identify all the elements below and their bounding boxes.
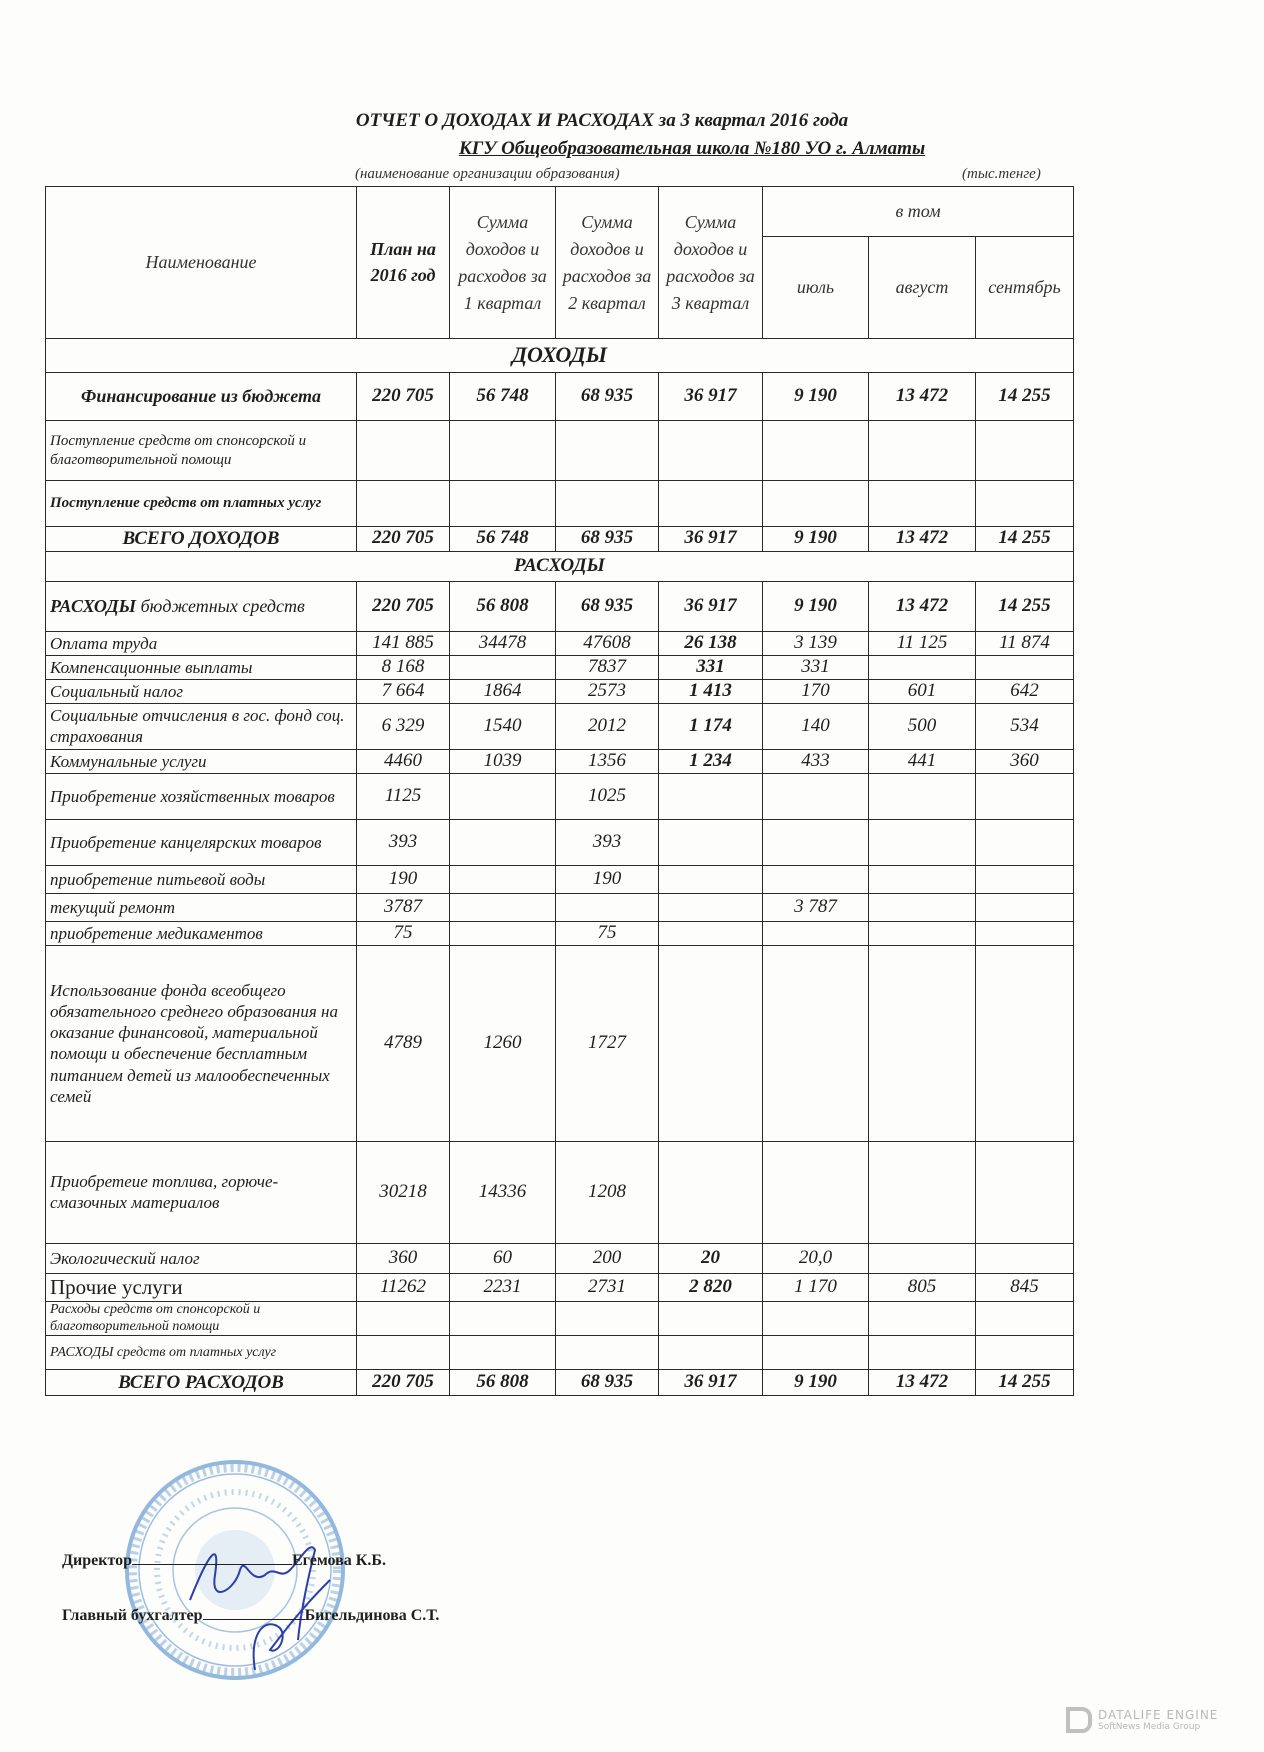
cell-q1 bbox=[450, 1336, 556, 1370]
table-row-budget-expenses bbox=[46, 581, 1074, 631]
cell-q1: 56 808 bbox=[450, 1370, 556, 1396]
cell-q1: 1260 bbox=[450, 945, 556, 1141]
cell-sep bbox=[976, 1301, 1074, 1336]
organization-caption: (наименование организации образования) bbox=[355, 166, 620, 182]
cell-q2: 2731 bbox=[556, 1273, 659, 1301]
cell-plan: 1125 bbox=[357, 773, 450, 819]
units-label: (тыс.тенге) bbox=[962, 166, 1041, 182]
cell-sep bbox=[976, 1243, 1074, 1273]
report-title: ОТЧЕТ О ДОХОДАХ И РАСХОДАХ за 3 квартал 2016 года bbox=[355, 110, 849, 131]
cell-sep bbox=[976, 819, 1074, 865]
cell-q3: 1 413 bbox=[659, 679, 763, 703]
section-income: ДОХОДЫ bbox=[46, 339, 1074, 373]
cell-q1 bbox=[450, 865, 556, 893]
table-row-expense bbox=[46, 1141, 1074, 1243]
cell-q1: 56 748 bbox=[450, 527, 556, 552]
row-name: Приобретение хозяйственных товаров bbox=[46, 773, 357, 819]
cell-q2: 2012 bbox=[556, 703, 659, 749]
cell-q1: 14336 bbox=[450, 1141, 556, 1243]
cell-aug bbox=[869, 655, 976, 679]
table-row-expense bbox=[46, 945, 1074, 1141]
cell-q1: 56 808 bbox=[450, 581, 556, 631]
table-row-expense bbox=[46, 703, 1074, 749]
col-header-group: в том bbox=[763, 187, 1074, 237]
cell-plan: 30218 bbox=[357, 1141, 450, 1243]
cell-q3 bbox=[659, 865, 763, 893]
row-name: Коммунальные услуги bbox=[46, 749, 357, 773]
cell-jul: 9 190 bbox=[763, 373, 869, 421]
cell-q1: 1864 bbox=[450, 679, 556, 703]
cell-plan bbox=[357, 421, 450, 481]
cell-plan: 360 bbox=[357, 1243, 450, 1273]
cell-aug bbox=[869, 1336, 976, 1370]
cell-q2: 68 935 bbox=[556, 581, 659, 631]
cell-sep bbox=[976, 481, 1074, 527]
cell-aug bbox=[869, 1243, 976, 1273]
cell-q3: 20 bbox=[659, 1243, 763, 1273]
table-row-expense bbox=[46, 679, 1074, 703]
cell-jul: 140 bbox=[763, 703, 869, 749]
cell-jul: 3 139 bbox=[763, 631, 869, 655]
report-table bbox=[45, 186, 1074, 1396]
cell-aug: 13 472 bbox=[869, 581, 976, 631]
cell-aug: 805 bbox=[869, 1273, 976, 1301]
cell-plan: 393 bbox=[357, 819, 450, 865]
cell-sep: 14 255 bbox=[976, 373, 1074, 421]
cell-q2: 1208 bbox=[556, 1141, 659, 1243]
cell-q3 bbox=[659, 481, 763, 527]
table-row-expense bbox=[46, 749, 1074, 773]
table-row-expense bbox=[46, 1336, 1074, 1370]
cell-aug bbox=[869, 819, 976, 865]
cell-aug bbox=[869, 945, 976, 1141]
table-row-expense bbox=[46, 655, 1074, 679]
cell-q3: 36 917 bbox=[659, 527, 763, 552]
cell-jul: 20,0 bbox=[763, 1243, 869, 1273]
cell-sep: 642 bbox=[976, 679, 1074, 703]
cell-plan bbox=[357, 1336, 450, 1370]
cell-q1: 56 748 bbox=[450, 373, 556, 421]
table-row-income-total bbox=[46, 527, 1074, 552]
cell-plan: 141 885 bbox=[357, 631, 450, 655]
cell-q3 bbox=[659, 1336, 763, 1370]
cell-aug bbox=[869, 481, 976, 527]
cell-sep: 845 bbox=[976, 1273, 1074, 1301]
cell-jul: 433 bbox=[763, 749, 869, 773]
cell-aug bbox=[869, 773, 976, 819]
cell-q2 bbox=[556, 893, 659, 921]
cell-q2: 68 935 bbox=[556, 1370, 659, 1396]
cell-sep: 11 874 bbox=[976, 631, 1074, 655]
table-row-expense bbox=[46, 893, 1074, 921]
row-name: Социальный налог bbox=[46, 679, 357, 703]
row-name: Поступление средств от платных услуг bbox=[46, 481, 357, 527]
cell-aug bbox=[869, 893, 976, 921]
cell-q2: 68 935 bbox=[556, 373, 659, 421]
cell-jul: 331 bbox=[763, 655, 869, 679]
cell-sep bbox=[976, 945, 1074, 1141]
cell-q3: 331 bbox=[659, 655, 763, 679]
cell-plan: 75 bbox=[357, 921, 450, 945]
cell-jul: 170 bbox=[763, 679, 869, 703]
cell-q2 bbox=[556, 1336, 659, 1370]
cell-q1: 1039 bbox=[450, 749, 556, 773]
cell-sep bbox=[976, 893, 1074, 921]
cell-q2: 1025 bbox=[556, 773, 659, 819]
cell-jul: 9 190 bbox=[763, 527, 869, 552]
cell-aug bbox=[869, 1141, 976, 1243]
cell-plan: 11262 bbox=[357, 1273, 450, 1301]
cell-q3 bbox=[659, 893, 763, 921]
cell-sep bbox=[976, 421, 1074, 481]
cell-plan: 220 705 bbox=[357, 1370, 450, 1396]
cell-jul bbox=[763, 865, 869, 893]
table-row-expense bbox=[46, 1243, 1074, 1273]
row-name: ВСЕГО ДОХОДОВ bbox=[46, 527, 357, 552]
cell-aug: 500 bbox=[869, 703, 976, 749]
cell-q2: 75 bbox=[556, 921, 659, 945]
row-name: РАСХОДЫ бюджетных средств bbox=[46, 581, 357, 631]
row-name: приобретение питьевой воды bbox=[46, 865, 357, 893]
cell-q2 bbox=[556, 421, 659, 481]
table-row-expense bbox=[46, 921, 1074, 945]
cell-aug: 13 472 bbox=[869, 1370, 976, 1396]
watermark: DATALIFE ENGINE SoftNews Media Group bbox=[1066, 1707, 1218, 1733]
cell-jul bbox=[763, 819, 869, 865]
row-name: РАСХОДЫ средств от платных услуг bbox=[46, 1336, 357, 1370]
cell-plan: 8 168 bbox=[357, 655, 450, 679]
table-row-expense bbox=[46, 1273, 1074, 1301]
cell-sep: 14 255 bbox=[976, 1370, 1074, 1396]
row-name: Поступление средств от спонсорской и благотворительной помощи bbox=[46, 421, 357, 481]
cell-q3: 2 820 bbox=[659, 1273, 763, 1301]
col-header-name: Наименование bbox=[46, 187, 357, 339]
cell-sep bbox=[976, 865, 1074, 893]
cell-jul bbox=[763, 1336, 869, 1370]
cell-q3: 1 234 bbox=[659, 749, 763, 773]
row-name: Приобретеие топлива, горюче-смазочных материалов bbox=[46, 1141, 357, 1243]
cell-q1 bbox=[450, 773, 556, 819]
row-name: Финансирование из бюджета bbox=[46, 373, 357, 421]
director-name: Егемова К.Б. bbox=[292, 1552, 386, 1569]
accountant-name: Бигельдинова С.Т. bbox=[304, 1607, 440, 1624]
cell-plan: 3787 bbox=[357, 893, 450, 921]
row-name: Использование фонда всеобщего обязательного среднего образования на оказание финансовой, материальной помощи и обеспечение бесплатным питанием детей из малообеспеченных семей bbox=[46, 945, 357, 1141]
row-name: текущий ремонт bbox=[46, 893, 357, 921]
table-row-income bbox=[46, 421, 1074, 481]
cell-q2: 7837 bbox=[556, 655, 659, 679]
cell-q3 bbox=[659, 819, 763, 865]
row-name: Экологический налог bbox=[46, 1243, 357, 1273]
cell-aug: 13 472 bbox=[869, 527, 976, 552]
table-row-income bbox=[46, 481, 1074, 527]
cell-q3 bbox=[659, 945, 763, 1141]
row-name: приобретение медикаментов bbox=[46, 921, 357, 945]
cell-plan: 6 329 bbox=[357, 703, 450, 749]
cell-aug: 441 bbox=[869, 749, 976, 773]
cell-q3 bbox=[659, 1141, 763, 1243]
cell-q3: 36 917 bbox=[659, 373, 763, 421]
director-line: Директор Егемова К.Б. bbox=[62, 1552, 386, 1569]
cell-jul bbox=[763, 421, 869, 481]
cell-q3 bbox=[659, 421, 763, 481]
cell-aug bbox=[869, 865, 976, 893]
col-header-jul: июль bbox=[763, 237, 869, 339]
cell-plan: 7 664 bbox=[357, 679, 450, 703]
cell-q2 bbox=[556, 481, 659, 527]
row-name: Оплата труда bbox=[46, 631, 357, 655]
cell-sep bbox=[976, 655, 1074, 679]
cell-q1 bbox=[450, 819, 556, 865]
row-name: Социальные отчисления в гос. фонд соц. страхования bbox=[46, 703, 357, 749]
section-expenses: РАСХОДЫ bbox=[46, 551, 1074, 581]
cell-jul: 1 170 bbox=[763, 1273, 869, 1301]
row-name: ВСЕГО РАСХОДОВ bbox=[46, 1370, 357, 1396]
row-name: Расходы средств от спонсорской и благотворительной помощи bbox=[46, 1301, 357, 1336]
col-header-q3: Сумма доходов и расходов за 3 квартал bbox=[659, 187, 763, 339]
organization-name: КГУ Общеобразовательная школа №180 УО г. Алматы bbox=[458, 138, 926, 159]
cell-plan bbox=[357, 1301, 450, 1336]
cell-jul bbox=[763, 1301, 869, 1336]
table-row-expense bbox=[46, 1301, 1074, 1336]
cell-sep bbox=[976, 1141, 1074, 1243]
cell-q2: 2573 bbox=[556, 679, 659, 703]
table-row-expense bbox=[46, 773, 1074, 819]
cell-q1 bbox=[450, 421, 556, 481]
cell-q3: 36 917 bbox=[659, 1370, 763, 1396]
cell-q2: 1727 bbox=[556, 945, 659, 1141]
row-name: Приобретение канцелярских товаров bbox=[46, 819, 357, 865]
cell-q1 bbox=[450, 921, 556, 945]
cell-q2: 200 bbox=[556, 1243, 659, 1273]
cell-plan: 190 bbox=[357, 865, 450, 893]
cell-jul bbox=[763, 773, 869, 819]
cell-sep: 360 bbox=[976, 749, 1074, 773]
table-row-expense bbox=[46, 865, 1074, 893]
col-header-q1: Сумма доходов и расходов за 1 квартал bbox=[450, 187, 556, 339]
cell-q3: 1 174 bbox=[659, 703, 763, 749]
cell-jul bbox=[763, 921, 869, 945]
cell-plan: 4460 bbox=[357, 749, 450, 773]
cell-sep: 534 bbox=[976, 703, 1074, 749]
cell-q1: 1540 bbox=[450, 703, 556, 749]
cell-jul bbox=[763, 945, 869, 1141]
cell-plan bbox=[357, 481, 450, 527]
table-row-expense-total bbox=[46, 1370, 1074, 1396]
cell-q1 bbox=[450, 481, 556, 527]
cell-q3: 26 138 bbox=[659, 631, 763, 655]
watermark-logo-icon bbox=[1066, 1707, 1092, 1733]
cell-plan: 4789 bbox=[357, 945, 450, 1141]
cell-q1 bbox=[450, 1301, 556, 1336]
col-header-sep: сентябрь bbox=[976, 237, 1074, 339]
cell-q3 bbox=[659, 1301, 763, 1336]
cell-sep bbox=[976, 773, 1074, 819]
cell-q3: 36 917 bbox=[659, 581, 763, 631]
accountant-line: Главный бухгалтер Бигельдинова С.Т. bbox=[62, 1607, 440, 1624]
cell-q3 bbox=[659, 921, 763, 945]
cell-aug: 13 472 bbox=[869, 373, 976, 421]
cell-q2: 393 bbox=[556, 819, 659, 865]
cell-q1: 60 bbox=[450, 1243, 556, 1273]
cell-jul: 9 190 bbox=[763, 1370, 869, 1396]
table-row-expense bbox=[46, 631, 1074, 655]
cell-aug bbox=[869, 421, 976, 481]
cell-q1 bbox=[450, 893, 556, 921]
cell-jul: 3 787 bbox=[763, 893, 869, 921]
cell-q1: 2231 bbox=[450, 1273, 556, 1301]
col-header-q2: Сумма доходов и расходов за 2 квартал bbox=[556, 187, 659, 339]
cell-plan: 220 705 bbox=[357, 581, 450, 631]
row-name: Прочие услуги bbox=[46, 1273, 357, 1301]
cell-jul bbox=[763, 481, 869, 527]
table-row-income bbox=[46, 373, 1074, 421]
cell-q2: 190 bbox=[556, 865, 659, 893]
table-row-expense bbox=[46, 819, 1074, 865]
cell-jul: 9 190 bbox=[763, 581, 869, 631]
cell-sep: 14 255 bbox=[976, 581, 1074, 631]
cell-aug: 11 125 bbox=[869, 631, 976, 655]
cell-q1: 34478 bbox=[450, 631, 556, 655]
cell-q2 bbox=[556, 1301, 659, 1336]
cell-plan: 220 705 bbox=[357, 373, 450, 421]
cell-sep bbox=[976, 921, 1074, 945]
cell-q3 bbox=[659, 773, 763, 819]
cell-q2: 1356 bbox=[556, 749, 659, 773]
cell-q2: 68 935 bbox=[556, 527, 659, 552]
cell-aug: 601 bbox=[869, 679, 976, 703]
cell-plan: 220 705 bbox=[357, 527, 450, 552]
col-header-aug: август bbox=[869, 237, 976, 339]
cell-q2: 47608 bbox=[556, 631, 659, 655]
cell-aug bbox=[869, 921, 976, 945]
cell-aug bbox=[869, 1301, 976, 1336]
cell-q1 bbox=[450, 655, 556, 679]
cell-jul bbox=[763, 1141, 869, 1243]
cell-sep: 14 255 bbox=[976, 527, 1074, 552]
cell-sep bbox=[976, 1336, 1074, 1370]
col-header-plan: План на 2016 год bbox=[357, 187, 450, 339]
row-name: Компенсационные выплаты bbox=[46, 655, 357, 679]
